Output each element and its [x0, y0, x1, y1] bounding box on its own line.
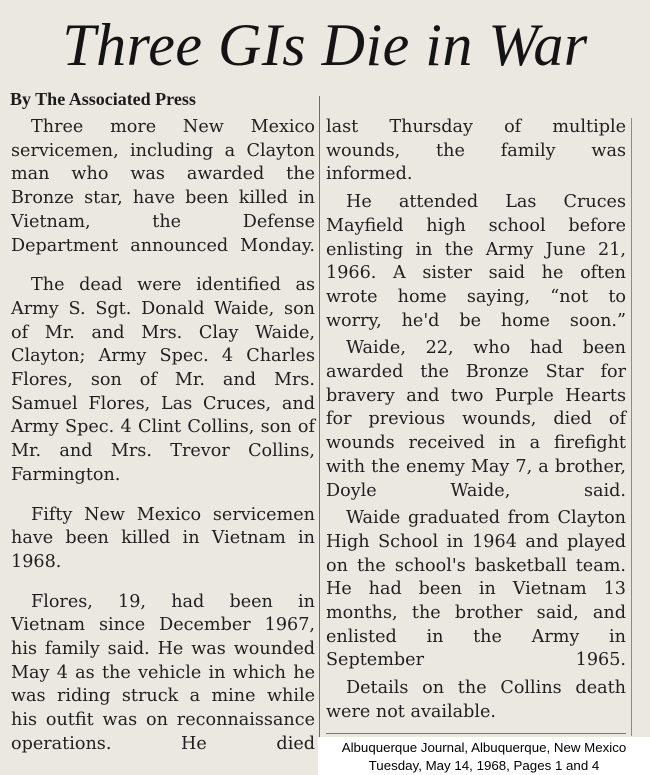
caption-line-publication: Albuquerque Journal, Albuquerque, New Mexico [341, 740, 627, 755]
article-paragraph: Three more New Mexico servicemen, including a Clayton man who was awarded the Bronze star, have been killed in Vietnam, the Defense Department announced Monday. [11, 117, 315, 256]
article-column-left [11, 116, 315, 757]
article-paragraph: The dead were identified as Army S. Sgt. Donald Waide, son of Mr. and Mrs. Clay Waide, Clayton; Army Spec. 4 Charles Flores, son of Mr. and Mrs. Samuel Flores, Las Cruces, and Army Spec. 4 Clint Collins, son of Mr. and Mrs. Trevor Collins, Farmington. [11, 275, 315, 485]
byline: By The Associated Press [10, 89, 196, 109]
source-caption [318, 737, 650, 775]
article-end-rule [326, 733, 626, 734]
article-paragraph: last Thursday of multiple wounds, the family was informed. [326, 117, 626, 185]
right-border-rule [631, 118, 632, 736]
article-paragraph: He attended Las Cruces Mayfield high school before enlisting in the Army June 21, 1966. A sister said he often wrote home saying, “not to worry, he'd be home soon.” [326, 192, 626, 331]
article-paragraph: Flores, 19, had been in Vietnam since December 1967, his family said. He was wounded May 4 as the vehicle in which he was riding struck a mine while his outfit was on reconnaissance operations. He died [11, 591, 315, 754]
article-column-right [326, 116, 626, 725]
article-paragraph: Waide, 22, who had been awarded the Bronze Star for bravery and two Purple Hearts for previous wounds, died of wounds received in a firefight with the enemy May 7, a brother, Doyle Waide, said. [326, 338, 626, 501]
headline: Three GIs Die in War [62, 12, 588, 78]
article-paragraph: Waide graduated from Clayton High School in 1964 and played on the school's basketball team. He had been in Vietnam 13 months, the brother said, and enlisted in the Army in September 1965. [326, 508, 626, 671]
article-paragraph: Fifty New Mexico servicemen have been killed in Vietnam in 1968. [11, 504, 315, 572]
caption-line-date: Tuesday, May 14, 1968, Pages 1 and 4 [368, 758, 600, 773]
article-paragraph: Details on the Collins death were not available. [326, 678, 626, 722]
column-divider [319, 96, 320, 751]
